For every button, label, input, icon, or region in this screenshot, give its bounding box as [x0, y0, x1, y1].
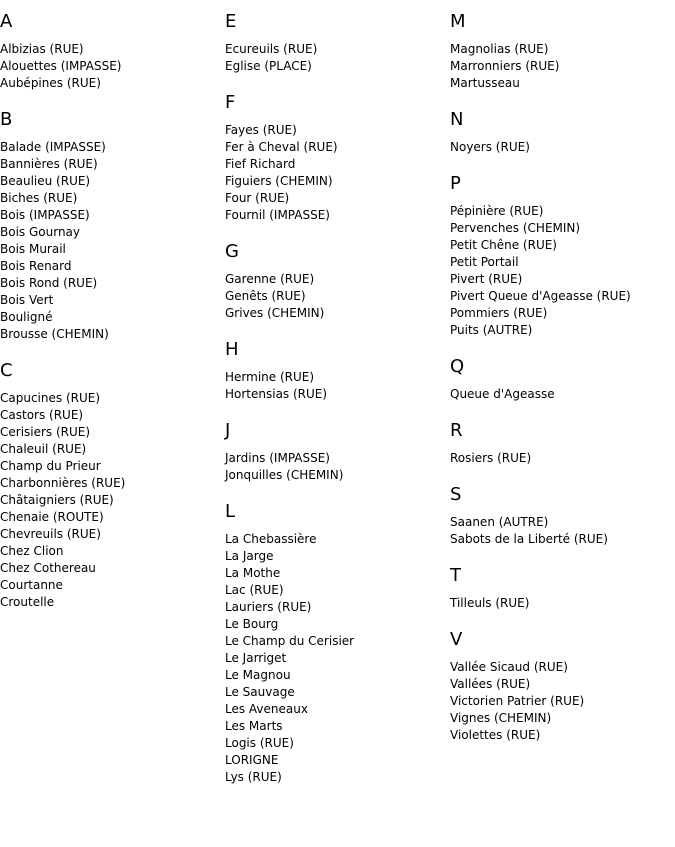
street-name: Vallées (RUE) [450, 677, 531, 691]
section-letter-heading: E [225, 11, 237, 32]
street-name: La Mothe [225, 566, 281, 580]
street-list [0, 139, 225, 343]
street-name: Puits (AUTRE) [450, 323, 533, 337]
street-name: Le Jarriget [225, 651, 287, 665]
street-name: Aubépines (RUE) [0, 76, 101, 90]
street-name: Lac (RUE) [225, 583, 284, 597]
letter-section [0, 360, 225, 611]
street-name: Cerisiers (RUE) [0, 425, 91, 439]
street-name: Queue d'Ageasse [450, 387, 555, 401]
letter-section [450, 629, 675, 744]
street-name: Courtanne [0, 578, 63, 592]
street-name: Beaulieu (RUE) [0, 174, 91, 188]
street-name: Marronniers (RUE) [450, 59, 560, 73]
index-column [225, 11, 450, 803]
section-letter-heading: M [450, 11, 466, 32]
index-column [0, 11, 225, 628]
section-letter-heading: J [225, 420, 231, 441]
letter-section [450, 11, 675, 92]
street-name: Le Bourg [225, 617, 279, 631]
street-list [450, 595, 675, 612]
street-name: Charbonnières (RUE) [0, 476, 126, 490]
section-letter-heading: V [450, 629, 463, 650]
letter-section [225, 92, 450, 224]
street-name: LORIGNE [225, 753, 279, 767]
street-name: Chenaie (ROUTE) [0, 510, 104, 524]
street-name: Champ du Prieur [0, 459, 101, 473]
street-name: Bouligné [0, 310, 53, 324]
street-list [0, 41, 225, 92]
street-name: Lauriers (RUE) [225, 600, 312, 614]
letter-section [225, 339, 450, 403]
street-name: Châtaigniers (RUE) [0, 493, 114, 507]
street-name: Martusseau [450, 76, 520, 90]
street-name: Rosiers (RUE) [450, 451, 532, 465]
street-name: Fer à Cheval (RUE) [225, 140, 338, 154]
section-letter-heading: R [450, 420, 463, 441]
street-name: Tilleuls (RUE) [450, 596, 530, 610]
street-name: Brousse (CHEMIN) [0, 327, 109, 341]
street-name: Chez Clion [0, 544, 64, 558]
section-letter-heading: N [450, 109, 464, 130]
street-list [225, 450, 450, 484]
section-letter-heading: H [225, 339, 239, 360]
street-name: Bois Murail [0, 242, 66, 256]
section-letter-heading: P [450, 173, 461, 194]
street-name: Bannières (RUE) [0, 157, 98, 171]
street-name: Fayes (RUE) [225, 123, 297, 137]
street-name: Les Aveneaux [225, 702, 308, 716]
street-name: Bois Renard [0, 259, 72, 273]
street-list [225, 271, 450, 322]
section-letter-heading: B [0, 109, 13, 130]
street-name: Saanen (AUTRE) [450, 515, 549, 529]
section-letter-heading: F [225, 92, 236, 113]
street-name: Fief Richard [225, 157, 296, 171]
letter-section [450, 484, 675, 548]
street-name: Pivert (RUE) [450, 272, 523, 286]
street-name: Bois Gournay [0, 225, 81, 239]
street-list [450, 41, 675, 92]
street-name: Chevreuils (RUE) [0, 527, 101, 541]
street-name: Victorien Patrier (RUE) [450, 694, 585, 708]
section-letter-heading: Q [450, 356, 465, 377]
street-name: Jonquilles (CHEMIN) [225, 468, 344, 482]
street-name: Grives (CHEMIN) [225, 306, 325, 320]
street-name: Vallée Sicaud (RUE) [450, 660, 568, 674]
section-letter-heading: S [450, 484, 462, 505]
section-letter-heading: L [225, 501, 236, 522]
street-name: Capucines (RUE) [0, 391, 101, 405]
letter-section [0, 11, 225, 92]
street-list [225, 369, 450, 403]
street-name: Magnolias (RUE) [450, 42, 549, 56]
street-name: Genêts (RUE) [225, 289, 306, 303]
street-list [450, 659, 675, 744]
street-name: Figuiers (CHEMIN) [225, 174, 333, 188]
street-name: Castors (RUE) [0, 408, 84, 422]
section-letter-heading: C [0, 360, 13, 381]
street-list [450, 139, 675, 156]
street-list [450, 514, 675, 548]
street-list [450, 450, 675, 467]
street-name: Le Sauvage [225, 685, 295, 699]
letter-section [450, 565, 675, 612]
street-name: Pommiers (RUE) [450, 306, 548, 320]
street-name: Garenne (RUE) [225, 272, 315, 286]
street-list [225, 122, 450, 224]
street-list [450, 386, 675, 403]
street-name: Fournil (IMPASSE) [225, 208, 330, 222]
street-list [225, 41, 450, 75]
street-name: Alouettes (IMPASSE) [0, 59, 122, 73]
street-name: Le Champ du Cerisier [225, 634, 355, 648]
street-name: Eglise (PLACE) [225, 59, 312, 73]
street-name: Chaleuil (RUE) [0, 442, 87, 456]
street-list [450, 203, 675, 339]
letter-section [225, 11, 450, 75]
street-name: Noyers (RUE) [450, 140, 530, 154]
letter-section [450, 420, 675, 467]
letter-section [450, 109, 675, 156]
street-name: Bois (IMPASSE) [0, 208, 90, 222]
street-name: Hermine (RUE) [225, 370, 315, 384]
section-letter-heading: A [0, 11, 13, 32]
section-letter-heading: T [450, 565, 461, 586]
letter-section [450, 173, 675, 339]
street-name: Bois Vert [0, 293, 54, 307]
letter-section [225, 420, 450, 484]
street-name: Ecureuils (RUE) [225, 42, 318, 56]
street-name: Les Marts [225, 719, 283, 733]
street-name: Biches (RUE) [0, 191, 78, 205]
street-name: Petit Portail [450, 255, 519, 269]
street-name: Lys (RUE) [225, 770, 282, 784]
street-list [225, 531, 450, 786]
street-name: Pervenches (CHEMIN) [450, 221, 581, 235]
street-name: Jardins (IMPASSE) [225, 451, 330, 465]
street-name: Violettes (RUE) [450, 728, 541, 742]
street-name: Croutelle [0, 595, 55, 609]
index-column [450, 11, 675, 761]
street-name: La Jarge [225, 549, 274, 563]
street-name: Hortensias (RUE) [225, 387, 328, 401]
street-name: Pivert Queue d'Ageasse (RUE) [450, 289, 631, 303]
street-list [0, 390, 225, 611]
street-name: Bois Rond (RUE) [0, 276, 98, 290]
letter-section [225, 241, 450, 322]
street-name: Sabots de la Liberté (RUE) [450, 532, 608, 546]
street-name: Petit Chêne (RUE) [450, 238, 557, 252]
letter-section [450, 356, 675, 403]
street-name: Four (RUE) [225, 191, 290, 205]
street-name: Chez Cothereau [0, 561, 96, 575]
street-name: Albizias (RUE) [0, 42, 84, 56]
letter-section [0, 109, 225, 343]
street-name: Logis (RUE) [225, 736, 294, 750]
street-name: Le Magnou [225, 668, 291, 682]
street-name: Pépinière (RUE) [450, 204, 544, 218]
street-name: Vignes (CHEMIN) [450, 711, 552, 725]
street-name: Balade (IMPASSE) [0, 140, 106, 154]
section-letter-heading: G [225, 241, 239, 262]
letter-section [225, 501, 450, 786]
street-name: La Chebassière [225, 532, 317, 546]
